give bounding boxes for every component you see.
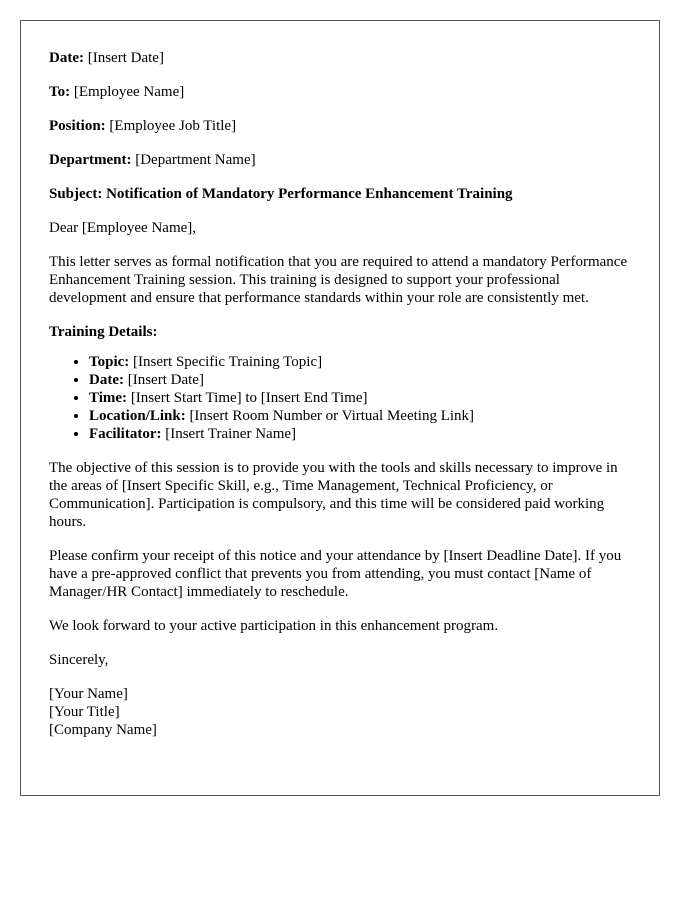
signature-name: [Your Name]	[49, 686, 128, 702]
signoff: Sincerely,	[49, 652, 109, 668]
list-item	[89, 371, 631, 389]
signature-block	[49, 685, 631, 739]
signature-title: [Your Title]	[49, 704, 120, 720]
closing-paragraph: We look forward to your active participation in this enhancement program.	[49, 618, 499, 634]
department-label: Department:	[49, 152, 132, 168]
list-item	[89, 353, 631, 371]
letter-document	[20, 20, 660, 796]
confirm-paragraph: Please confirm your receipt of this notice and your attendance by [Insert Deadline Date]. If you have a pre-approved conflict that prevents you from attending, you must contact [Name of Manager/HR Contact] immediately to reschedule.	[49, 548, 622, 600]
detail-label: Topic:	[89, 354, 130, 370]
list-item	[89, 407, 631, 425]
detail-label: Facilitator:	[89, 426, 162, 442]
date-value: [Insert Date]	[87, 50, 164, 66]
list-item	[89, 389, 631, 407]
position-label: Position:	[49, 118, 106, 134]
date-line	[49, 49, 631, 67]
date-label: Date:	[49, 50, 84, 66]
list-item	[89, 425, 631, 443]
objective-paragraph: The objective of this session is to provide you with the tools and skills necessary to improve in the areas of [Insert Specific Skill, e.g., Time Management, Technical Proficiency, or Communication]. Participation is compulsory, and this time will be considered paid working hours.	[49, 460, 618, 530]
salutation: Dear [Employee Name],	[49, 220, 197, 236]
department-line	[49, 151, 631, 169]
detail-value: [Insert Start Time] to [Insert End Time]	[130, 390, 368, 406]
training-details-heading: Training Details:	[49, 324, 158, 340]
detail-value: [Insert Date]	[127, 372, 204, 388]
detail-label: Location/Link:	[89, 408, 186, 424]
position-line	[49, 117, 631, 135]
detail-label: Time:	[89, 390, 128, 406]
detail-value: [Insert Trainer Name]	[165, 426, 297, 442]
intro-paragraph: This letter serves as formal notification that you are required to attend a mandatory Performance Enhancement Training session. This training is designed to support your professional development and ensure that performance standards within your role are consistently met.	[49, 254, 628, 306]
position-value: [Employee Job Title]	[109, 118, 237, 134]
detail-value: [Insert Specific Training Topic]	[133, 354, 323, 370]
to-value: [Employee Name]	[73, 84, 185, 100]
detail-label: Date:	[89, 372, 124, 388]
training-details-list	[49, 353, 631, 443]
to-line	[49, 83, 631, 101]
signature-company: [Company Name]	[49, 722, 157, 738]
detail-value: [Insert Room Number or Virtual Meeting Link]	[189, 408, 475, 424]
subject-line: Subject: Notification of Mandatory Performance Enhancement Training	[49, 186, 513, 202]
department-value: [Department Name]	[135, 152, 256, 168]
to-label: To:	[49, 84, 71, 100]
